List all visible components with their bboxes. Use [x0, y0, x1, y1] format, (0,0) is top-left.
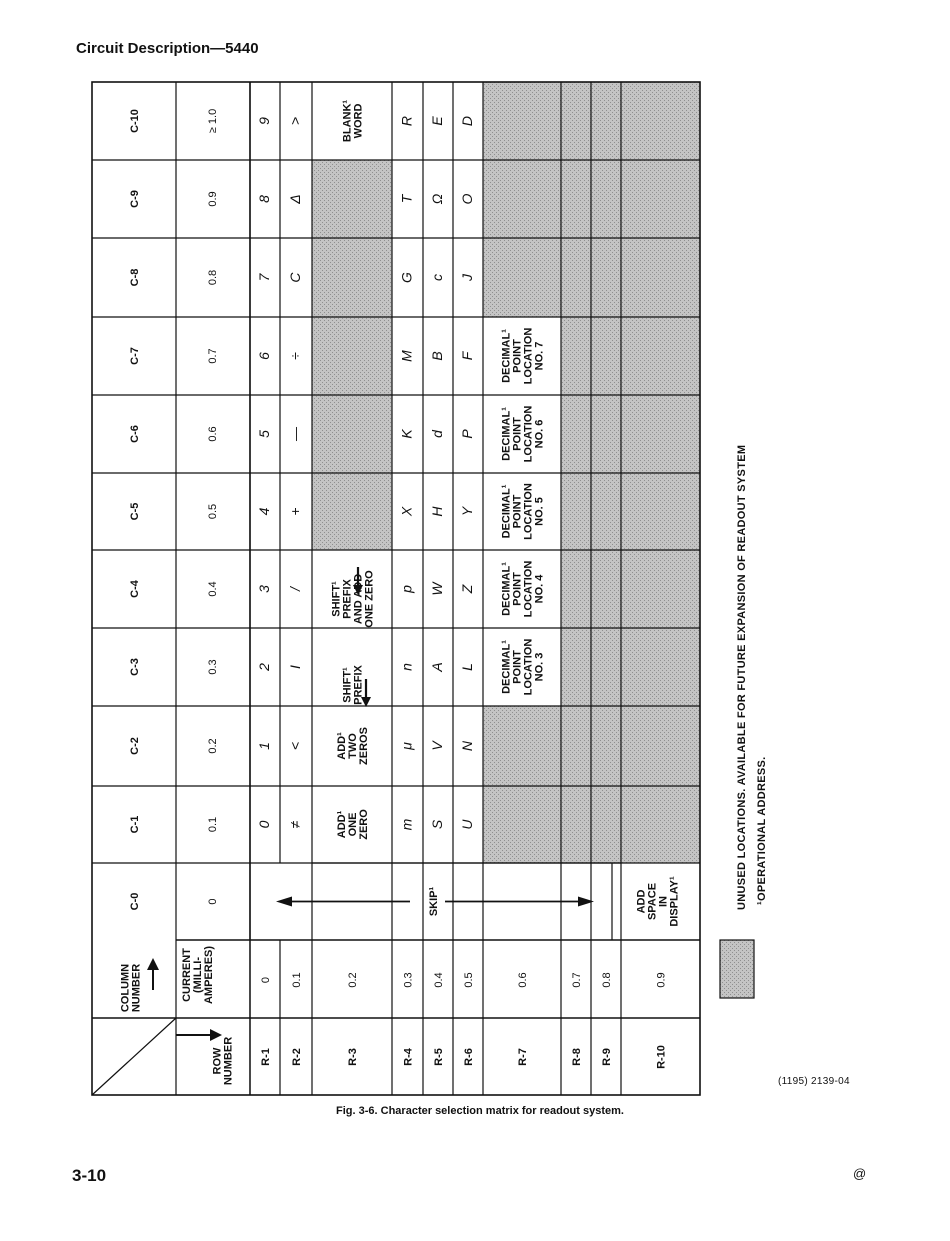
cell-r-7-c7-line: LOCATION	[522, 327, 535, 385]
cell-r-6-c3	[459, 663, 475, 671]
row-header-r-7-line: R-7	[517, 1048, 529, 1066]
cell-r-2-c6-line: —	[287, 427, 303, 441]
corner-column-label	[120, 964, 143, 1012]
cell-r-7-c3-line: LOCATION	[522, 638, 535, 696]
cell-r-7-c5-line: LOCATION	[522, 483, 535, 540]
cell-r-3-c4-line: AND ADD	[352, 573, 365, 625]
column-header-c-5	[129, 503, 141, 521]
column-header-c-3-line: C-3	[129, 658, 141, 676]
row-current-r-8-line: 0.7	[571, 972, 583, 988]
column-header-c-0-line: C-0	[129, 892, 141, 911]
row-current-r-7-line: 0.6	[517, 972, 529, 988]
page-number: 3-10	[72, 1166, 107, 1185]
cell-r-4-c1-line: m	[398, 818, 415, 831]
cell-r-2-c10-line: >	[287, 116, 303, 126]
cell-r-4-c1	[399, 818, 415, 830]
corner-column-label-line: COLUMN	[119, 963, 132, 1013]
column-current-c-3-line: 0.3	[207, 659, 219, 675]
cell-r-1-c5-line: 4	[256, 507, 272, 516]
cell-r-4-c3	[399, 663, 415, 671]
cell-r-3-c4-line: PREFIX	[341, 579, 354, 619]
column-current-c-1	[207, 817, 219, 832]
row-arrow-head-icon	[210, 1029, 222, 1041]
cell-r-6-c10-line: D	[459, 115, 475, 127]
cell-r-5-c3-line: A	[429, 662, 445, 672]
cell-r-4-c8-line: G	[398, 272, 415, 283]
column-current-c-3	[207, 659, 219, 674]
cell-r-7-c4-line: LOCATION	[522, 560, 535, 618]
cell-r-5-c10	[429, 116, 445, 126]
cell-r-4-c8	[399, 272, 415, 283]
cell-r-1-c10	[256, 117, 272, 125]
cell-r-1-c1	[256, 820, 272, 828]
column-header-c-7	[129, 347, 141, 365]
cell-r-7-c7-line: DECIMAL¹	[500, 329, 513, 383]
corner-column-label-line: NUMBER	[130, 963, 143, 1013]
cell-r-4-c7-line: M	[398, 350, 415, 362]
row-current-r-10-line: 0.9	[655, 972, 668, 988]
row-header-r-3-line: R-3	[347, 1048, 359, 1066]
cell-r-2-c5	[287, 507, 303, 515]
column-current-c-10-line: ≥ 1.0	[207, 108, 219, 134]
cell-r-3-c2-line: ADD¹	[336, 732, 348, 760]
column-current-c-6-line: 0.6	[207, 426, 219, 442]
cell-r-4-c2	[399, 742, 415, 751]
cell-r-5-c9	[429, 193, 445, 204]
row-current-r-6	[463, 972, 475, 987]
cell-r-2-c7-line: ÷	[287, 352, 303, 360]
cell-r-5-c6-line: d	[429, 430, 445, 438]
cell-r-2-c9-line: Δ	[287, 194, 303, 204]
cell-r-2-c3	[287, 665, 303, 669]
cell-r-1-c6-line: 5	[256, 430, 272, 438]
cell-r-2-c1	[287, 820, 303, 828]
unused-location	[312, 160, 392, 550]
column-header-c-2	[129, 737, 141, 755]
row-header-r-6-line: R-6	[463, 1048, 475, 1066]
row-current-r-4	[403, 972, 415, 987]
row-current-r-10	[656, 972, 668, 987]
cell-r-1-c4-line: 3	[256, 585, 272, 593]
page-header: Circuit Description—5440	[76, 40, 259, 57]
legend-swatch	[720, 940, 754, 998]
row-header-r-8-line: R-8	[571, 1048, 583, 1066]
cell-r-1-c7	[256, 352, 272, 360]
cell-r-3-c1	[336, 809, 370, 840]
cell-r-7-c5-line: DECIMAL¹	[500, 484, 513, 539]
cell-r-3-c3-line: PREFIX	[352, 665, 365, 705]
cell-r-5-c1-line: S	[429, 819, 445, 830]
cell-r-4-c3-line: n	[398, 663, 415, 671]
cell-r-7-c6-line: DECIMAL¹	[500, 407, 513, 461]
cell-r-1-c10-line: 9	[256, 117, 272, 125]
add-space-cell-line: SPACE	[646, 882, 659, 921]
corner-current-label-line: CURRENT	[181, 948, 193, 1002]
cell-r-5-c10-line: E	[429, 116, 445, 126]
row-header-r-5-line: R-5	[433, 1048, 445, 1066]
column-current-c-5-line: 0.5	[207, 503, 219, 520]
cell-r-6-c4	[459, 584, 475, 594]
cell-r-5-c9-line: Ω	[429, 193, 445, 205]
column-header-c-4-line: C-4	[129, 580, 141, 598]
cell-r-7-c3	[501, 639, 546, 696]
cell-r-2-c2-line: <	[287, 741, 303, 751]
cell-r-7-c3-line: NO. 3	[533, 652, 546, 682]
column-header-c-2-line: C-2	[129, 737, 141, 755]
row-header-r-4	[403, 1047, 415, 1066]
column-header-c-10	[129, 109, 141, 133]
column-current-c-7	[207, 348, 219, 363]
cell-r-4-c4	[399, 585, 415, 594]
skip-label	[428, 886, 440, 916]
row-header-r-9-line: R-9	[601, 1048, 613, 1066]
cell-r-2-c10	[287, 117, 303, 125]
cell-r-4-c6	[399, 429, 415, 439]
cell-r-2-c1-line: ≠	[287, 820, 303, 829]
cell-r-1-c9	[256, 195, 272, 203]
cell-r-4-c10-line: R	[398, 115, 415, 127]
cell-r-6-c10	[459, 116, 475, 126]
cell-r-6-c3-line: L	[459, 663, 475, 671]
cell-r-1-c8-line: 7	[256, 273, 272, 282]
cell-r-2-c4-line: /	[287, 587, 303, 591]
row-current-r-2-line: 0.1	[291, 972, 303, 988]
cell-r-4-c5	[399, 506, 415, 517]
cell-r-7-c4-line: POINT	[511, 572, 524, 606]
cell-r-5-c7-line: B	[429, 351, 445, 361]
cell-r-2-c2	[287, 742, 303, 750]
cell-r-1-c4	[256, 585, 272, 593]
cell-r-1-c8	[256, 272, 272, 281]
cell-r-6-c9-line: O	[459, 193, 475, 205]
legend-operational-text: ¹OPERATIONAL ADDRESS.	[756, 756, 768, 905]
row-header-r-5	[433, 1048, 445, 1066]
cell-r-3-c1-line: ONE	[347, 812, 359, 837]
cell-r-6-c7	[459, 350, 475, 360]
column-current-c-10	[207, 109, 219, 133]
row-header-r-6	[463, 1048, 475, 1066]
cell-r-5-c2	[429, 740, 445, 751]
cell-r-3-c3	[342, 664, 365, 704]
corner-row-label	[212, 1037, 235, 1085]
cell-r-7-c7-line: NO. 7	[533, 341, 546, 371]
cell-r-3-c2	[336, 727, 370, 765]
cell-r-5-c4	[429, 581, 445, 596]
column-header-c-7-line: C-7	[129, 347, 141, 365]
column-current-c-4	[207, 581, 219, 596]
column-header-c-3	[129, 658, 141, 676]
cell-r-5-c1	[429, 819, 445, 829]
row-header-r-2	[291, 1048, 303, 1066]
cell-r-2-c6	[287, 426, 303, 442]
cell-r-5-c8	[429, 274, 445, 281]
row-current-r-9	[601, 972, 613, 987]
footer-mark: @	[853, 1166, 867, 1181]
cell-r-7-c5-line: NO. 5	[533, 497, 546, 526]
cell-r-5-c5-line: H	[429, 506, 445, 517]
column-header-c-8	[129, 269, 141, 287]
cell-r-2-c3-line: I	[287, 665, 303, 669]
cell-r-5-c5	[429, 506, 445, 517]
column-current-c-7-line: 0.7	[207, 348, 219, 364]
cell-r-4-c4-line: p	[398, 585, 415, 593]
column-header-c-1-line: C-1	[129, 815, 141, 834]
cell-r-7-c5	[501, 483, 546, 540]
column-current-c-9-line: 0.9	[207, 191, 219, 207]
column-current-c-4-line: 0.4	[207, 581, 219, 597]
row-current-r-3-line: 0.2	[347, 972, 359, 988]
row-current-r-2	[291, 972, 303, 987]
cell-r-2-c4	[287, 585, 303, 592]
cell-r-7-c4-line: DECIMAL¹	[500, 562, 513, 616]
add-space-cell-line: DISPLAY¹	[668, 876, 681, 927]
cell-r-7-c6-line: POINT	[511, 417, 524, 451]
cell-r-4-c10	[399, 116, 415, 126]
cell-r-6-c1-line: U	[459, 819, 475, 830]
cell-r-2-c9	[287, 194, 303, 204]
row-header-r-10	[656, 1045, 668, 1069]
cell-r-7-c3-line: POINT	[511, 650, 524, 684]
cell-r-1-c9-line: 8	[256, 195, 272, 203]
cell-r-3-c1-line: ADD¹	[336, 810, 348, 839]
cell-r-6-c9	[459, 193, 475, 204]
column-header-c-1	[129, 816, 141, 834]
cell-r-1-c2-line: 1	[256, 742, 272, 750]
cell-r-7-c4	[501, 561, 546, 618]
cell-r-7-c5-line: POINT	[511, 494, 524, 529]
cell-r-5-c7	[429, 351, 445, 360]
column-header-c-6	[129, 425, 141, 443]
corner-row-label-line: NUMBER	[222, 1036, 235, 1086]
corner-current-label	[181, 946, 215, 1004]
row-current-r-3	[347, 972, 359, 987]
grid-line	[92, 1018, 176, 1095]
row-header-r-10-line: R-10	[655, 1045, 668, 1069]
row-current-r-1-line: 0	[260, 976, 272, 984]
cell-r-5-c4-line: W	[429, 582, 445, 596]
add-space-cell	[636, 876, 681, 927]
cell-r-7-c4-line: NO. 4	[533, 574, 546, 604]
cell-r-6-c6-line: P	[459, 429, 475, 439]
column-current-c-2-line: 0.2	[207, 738, 219, 754]
cell-r-6-c2	[459, 740, 475, 751]
cell-r-3-c2-line: TWO	[347, 733, 359, 759]
cell-r-6-c5-line: Y	[459, 506, 475, 517]
cell-r-1-c2	[256, 742, 272, 750]
cell-r-5-c2-line: V	[429, 741, 445, 751]
cell-r-6-c5	[459, 505, 475, 516]
skip-arrow-left-icon	[276, 897, 292, 907]
cell-r-1-c3	[256, 663, 272, 672]
cell-r-1-c7-line: 6	[256, 352, 272, 360]
cell-r-3-c10-line: BLANK¹	[341, 99, 354, 143]
add-space-cell-line: ADD	[635, 889, 648, 914]
cell-r-7-c6-line: NO. 6	[533, 419, 546, 449]
column-current-c-6	[207, 426, 219, 441]
cell-r-4-c7	[399, 350, 415, 362]
cell-r-5-c3	[429, 662, 445, 672]
column-current-c-8-line: 0.8	[207, 269, 219, 286]
cell-r-5-c6	[429, 429, 445, 438]
column-current-c-8	[207, 270, 219, 285]
column-current-c-5	[207, 504, 219, 519]
cell-r-3-c3-line: SHIFT¹	[341, 667, 354, 703]
column-header-c-5-line: C-5	[129, 502, 141, 521]
row-current-r-4-line: 0.3	[402, 972, 415, 988]
cell-r-7-c3-line: DECIMAL¹	[500, 640, 513, 694]
row-current-r-5	[433, 972, 445, 987]
row-header-r-2-line: R-2	[291, 1048, 303, 1066]
cell-r-1-c6	[256, 430, 272, 438]
cell-r-3-c10-line: WORD	[352, 103, 365, 139]
cell-r-3-c2-line: ZEROS	[358, 727, 370, 765]
corner-current-label-line: AMPERES)	[203, 945, 215, 1005]
cell-r-6-c6	[459, 429, 475, 439]
cell-r-4-c9-line: T	[398, 194, 415, 204]
cell-r-4-c5-line: X	[398, 506, 415, 517]
corner-row-label-line: ROW	[211, 1047, 224, 1075]
row-header-r-9	[601, 1048, 613, 1066]
cell-r-6-c8	[459, 273, 475, 282]
row-current-r-5-line: 0.4	[433, 972, 445, 988]
cell-r-7-c7-line: POINT	[511, 339, 524, 373]
row-current-r-7	[517, 972, 529, 987]
row-current-r-6-line: 0.5	[463, 972, 475, 988]
column-current-c-0-line: 0	[207, 898, 219, 905]
cell-r-3-c4-line: ONE ZERO	[363, 570, 376, 628]
cell-r-2-c8	[287, 272, 303, 283]
cell-r-7-c6	[501, 406, 546, 463]
cell-r-1-c1-line: 0	[256, 820, 272, 829]
column-header-c-4	[129, 579, 141, 598]
column-header-c-10-line: C-10	[129, 109, 141, 133]
cell-r-7-c6-line: LOCATION	[522, 405, 535, 463]
cell-r-6-c7-line: F	[459, 351, 475, 361]
corner-current-label-line: (MILLI-	[192, 956, 204, 994]
row-header-r-4-line: R-4	[402, 1048, 415, 1066]
cell-r-3-c4-line: SHIFT¹	[330, 581, 343, 617]
cell-r-2-c8-line: C	[287, 272, 303, 283]
cell-r-6-c2-line: N	[459, 740, 475, 752]
cell-r-2-c7	[287, 352, 303, 360]
cell-r-1-c3-line: 2	[256, 663, 272, 671]
column-header-c-9-line: C-9	[129, 190, 141, 208]
row-header-r-8	[571, 1048, 583, 1066]
column-header-c-6-line: C-6	[129, 425, 141, 443]
column-current-c-2	[207, 738, 219, 753]
column-arrow-head-icon	[147, 958, 159, 970]
unused-location	[483, 82, 621, 317]
column-header-c-9	[129, 190, 141, 208]
cell-r-4-c6-line: K	[398, 429, 415, 439]
cell-r-7-c7	[501, 328, 546, 385]
row-header-r-1	[260, 1048, 272, 1066]
cell-r-2-c5-line: +	[287, 507, 303, 516]
column-header-c-0	[129, 893, 141, 911]
row-header-r-7	[517, 1048, 529, 1066]
legend-unused-text: UNUSED LOCATIONS. AVAILABLE FOR FUTURE EXPANSION OF READOUT SYSTEM	[736, 444, 748, 910]
cell-r-1-c5	[256, 507, 272, 515]
cell-r-3-c10	[342, 100, 365, 142]
figure-caption: Fig. 3-6. Character selection matrix for readout system.	[336, 1105, 624, 1117]
row-current-r-1	[260, 977, 272, 983]
row-header-r-1-line: R-1	[260, 1048, 272, 1066]
cell-r-4-c2-line: μ	[398, 742, 415, 750]
cell-r-6-c1	[459, 819, 475, 830]
cell-r-6-c8-line: J	[459, 274, 475, 281]
row-header-r-3	[347, 1048, 359, 1066]
cell-r-3-c1-line: ZERO	[358, 809, 370, 840]
column-current-c-1-line: 0.1	[207, 816, 219, 833]
row-current-r-8	[571, 972, 583, 987]
cell-r-3-c4	[331, 570, 376, 628]
column-current-c-9	[207, 191, 219, 206]
row-current-r-9-line: 0.8	[601, 972, 613, 988]
cell-r-4-c9	[399, 193, 415, 203]
unused-location	[483, 706, 621, 863]
cell-r-5-c8-line: c	[429, 274, 445, 281]
add-space-cell-line: IN	[657, 896, 670, 907]
skip-label-line: SKIP¹	[428, 886, 440, 917]
column-header-c-8-line: C-8	[129, 268, 141, 287]
cell-r-6-c4-line: Z	[459, 584, 475, 594]
column-current-c-0	[207, 898, 219, 904]
figure-code: (1195) 2139-04	[778, 1076, 850, 1087]
